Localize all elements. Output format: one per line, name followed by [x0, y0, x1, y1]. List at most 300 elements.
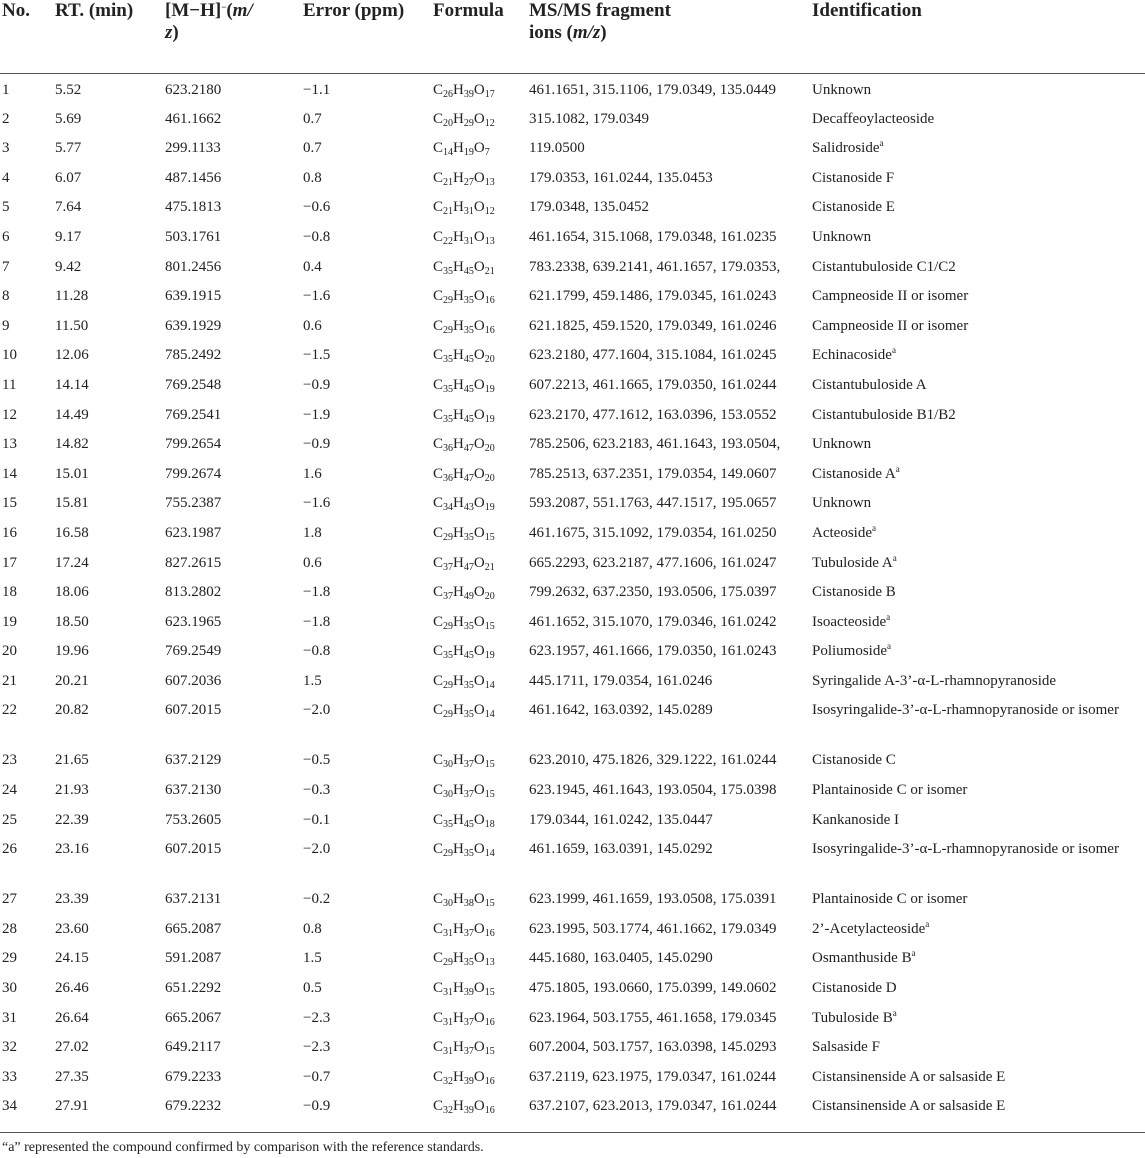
- cell-rt: 12.06: [55, 347, 89, 364]
- formula-count: 37: [463, 759, 474, 771]
- formula-element: H: [453, 752, 464, 769]
- formula-count: 12: [484, 206, 495, 218]
- formula-element: C: [433, 110, 444, 127]
- formula-element: H: [453, 980, 464, 997]
- cell-mass: 607.2015: [165, 841, 222, 858]
- reference-standard-mark: a: [925, 918, 930, 929]
- cell-error: −1.6: [303, 495, 331, 512]
- cell-rt: 11.28: [55, 288, 89, 305]
- cell-fragments: 623.1957, 461.1666, 179.0350, 161.0243: [529, 643, 777, 660]
- compound-name: Cistansinenside A or salsaside E: [812, 1068, 1006, 1085]
- reference-standard-mark: a: [892, 552, 897, 563]
- formula-element: O: [473, 643, 485, 660]
- formula-count: 29: [443, 295, 454, 307]
- cell-formula: [431, 458, 527, 488]
- cell-rt: 7.64: [55, 199, 82, 216]
- formula-count: 19: [463, 147, 474, 159]
- cell-formula: [431, 804, 527, 834]
- cell-fragments: 475.1805, 193.0660, 175.0399, 149.0602: [529, 980, 777, 997]
- formula-count: 35: [463, 709, 474, 721]
- cell-rt: 15.81: [55, 495, 89, 512]
- cell-mass: 813.2802: [165, 584, 222, 601]
- formula-count: 47: [463, 443, 474, 455]
- cell-formula: [431, 310, 527, 340]
- cell-mass: 755.2387: [165, 495, 222, 512]
- formula-element: O: [473, 1039, 485, 1056]
- cell-error: −0.6: [303, 199, 331, 216]
- cell-no: 26: [2, 841, 17, 858]
- formula-element: H: [453, 317, 464, 334]
- formula-count: 35: [443, 354, 454, 366]
- cell-formula: [431, 339, 527, 369]
- cell-no: 15: [2, 495, 17, 512]
- cell-rt: 14.49: [55, 406, 89, 423]
- formula-element: C: [433, 950, 444, 967]
- formula-count: 47: [463, 472, 474, 484]
- cell-rt: 5.52: [55, 81, 82, 98]
- cell-identification: [810, 744, 1145, 774]
- formula-element: H: [453, 1068, 464, 1085]
- col-header-rt: RT. (min): [55, 0, 134, 21]
- cell-rt: 19.96: [55, 643, 89, 660]
- formula-element: O: [473, 524, 485, 541]
- cell-no: 6: [2, 228, 10, 245]
- formula-element: O: [473, 584, 485, 601]
- cell-identification: [810, 191, 1145, 221]
- formula-count: 35: [463, 957, 474, 969]
- cell-fragments: 315.1082, 179.0349: [529, 110, 649, 127]
- cell-identification: [810, 1061, 1145, 1091]
- compound-name: Cistanoside C: [812, 752, 896, 769]
- cell-identification: [810, 635, 1145, 665]
- formula-element: O: [473, 950, 485, 967]
- formula-element: H: [453, 110, 464, 127]
- table-row: [0, 833, 1145, 883]
- cell-rt: 11.50: [55, 317, 89, 334]
- cell-formula: [431, 221, 527, 251]
- formula-element: H: [453, 702, 464, 719]
- formula-element: C: [433, 228, 444, 245]
- formula-element: H: [453, 81, 464, 98]
- compound-name: Cistantubuloside C1/C2: [812, 258, 956, 275]
- cell-error: 0.7: [303, 110, 322, 127]
- cell-mass: 637.2129: [165, 752, 222, 769]
- formula-count: 45: [463, 383, 474, 395]
- cell-formula: [431, 103, 527, 133]
- cell-error: 0.6: [303, 554, 322, 571]
- formula-element: H: [453, 613, 464, 630]
- cell-fragments: 461.1642, 163.0392, 145.0289: [529, 702, 713, 719]
- cell-error: −1.6: [303, 288, 331, 305]
- compound-name: Unknown: [812, 228, 872, 245]
- formula-element: O: [473, 782, 485, 799]
- cell-identification: [810, 517, 1145, 547]
- formula-count: 21: [443, 176, 454, 188]
- formula-element: O: [473, 465, 485, 482]
- cell-identification: [810, 972, 1145, 1002]
- formula-element: O: [473, 1009, 485, 1026]
- compound-name: Cistanoside B: [812, 584, 896, 601]
- formula-count: 14: [484, 709, 495, 721]
- formula-count: 20: [484, 354, 495, 366]
- cell-error: −0.9: [303, 1098, 331, 1115]
- table-row: [0, 972, 1145, 1002]
- compound-name: Salsaside F: [812, 1039, 880, 1056]
- cell-fragments: 783.2338, 639.2141, 461.1657, 179.0353,: [529, 258, 781, 275]
- cell-error: 1.6: [303, 465, 322, 482]
- formula-count: 29: [443, 709, 454, 721]
- compound-name: Cistansinenside A or salsaside E: [812, 1098, 1006, 1115]
- cell-rt: 9.17: [55, 228, 82, 245]
- formula-element: H: [453, 140, 464, 157]
- cell-rt: 14.14: [55, 376, 89, 393]
- cell-no: 5: [2, 199, 10, 216]
- cell-mass: 799.2654: [165, 436, 222, 453]
- compound-name: Salidroside: [812, 140, 880, 157]
- cell-identification: [810, 606, 1145, 636]
- cell-rt: 17.24: [55, 554, 89, 571]
- reference-standard-mark: a: [892, 1007, 897, 1018]
- formula-element: O: [473, 347, 485, 364]
- cell-identification: [810, 221, 1145, 251]
- cell-error: −0.8: [303, 643, 331, 660]
- table-row: [0, 942, 1145, 972]
- formula-element: O: [473, 613, 485, 630]
- compound-name: Cistanoside E: [812, 199, 895, 216]
- formula-element: O: [473, 110, 485, 127]
- cell-formula: [431, 191, 527, 221]
- cell-error: −1.1: [303, 81, 331, 98]
- formula-count: 13: [484, 235, 495, 247]
- formula-element: C: [433, 891, 444, 908]
- cell-no: 25: [2, 811, 17, 828]
- formula-count: 20: [484, 591, 495, 603]
- cell-mass: 665.2067: [165, 1009, 222, 1026]
- formula-element: H: [453, 1039, 464, 1056]
- cell-mass: 591.2087: [165, 950, 222, 967]
- table-bottom-rule: [0, 1132, 1145, 1133]
- formula-count: 31: [463, 235, 474, 247]
- formula-count: 31: [463, 206, 474, 218]
- cell-fragments: 623.1995, 503.1774, 461.1662, 179.0349: [529, 920, 777, 937]
- compound-name: Isosyringalide-3’-α-L-rhamnopyranoside or isomer: [812, 702, 1119, 719]
- formula-element: H: [453, 1009, 464, 1026]
- table-row: [0, 458, 1145, 488]
- reference-standard-mark: a: [871, 522, 876, 533]
- formula-count: 35: [463, 848, 474, 860]
- reference-standard-mark: a: [891, 345, 896, 356]
- cell-mass: 461.1662: [165, 110, 222, 127]
- formula-count: 37: [463, 1046, 474, 1058]
- compound-name: Campneoside II or isomer: [812, 317, 969, 334]
- cell-no: 7: [2, 258, 10, 275]
- cell-identification: [810, 547, 1145, 577]
- cell-fragments: 461.1651, 315.1106, 179.0349, 135.0449: [529, 81, 776, 98]
- cell-identification: [810, 665, 1145, 695]
- formula-count: 20: [443, 117, 454, 129]
- formula-element: C: [433, 980, 444, 997]
- cell-rt: 26.46: [55, 980, 89, 997]
- formula-element: O: [473, 554, 485, 571]
- formula-element: C: [433, 1098, 444, 1115]
- formula-element: H: [453, 406, 464, 423]
- cell-fragments: 621.1825, 459.1520, 179.0349, 161.0246: [529, 317, 777, 334]
- formula-count: 16: [484, 324, 495, 336]
- reference-standard-mark: a: [887, 641, 892, 652]
- formula-element: H: [453, 288, 464, 305]
- cell-fragments: 179.0353, 161.0244, 135.0453: [529, 169, 713, 186]
- cell-formula: [431, 132, 527, 162]
- reference-standard-mark: a: [879, 138, 884, 149]
- cell-mass: 623.1987: [165, 524, 222, 541]
- formula-count: 37: [463, 789, 474, 801]
- cell-fragments: 785.2506, 623.2183, 461.1643, 193.0504,: [529, 436, 781, 453]
- cell-formula: [431, 833, 527, 883]
- cell-no: 9: [2, 317, 10, 334]
- cell-no: 31: [2, 1009, 17, 1026]
- table-row: [0, 369, 1145, 399]
- cell-fragments: 119.0500: [529, 140, 585, 157]
- formula-element: H: [453, 643, 464, 660]
- charge-sup: −: [221, 2, 227, 12]
- compound-name: Tubuloside B: [812, 1009, 893, 1026]
- cell-identification: [810, 369, 1145, 399]
- formula-count: 19: [484, 650, 495, 662]
- cell-fragments: 461.1654, 315.1068, 179.0348, 161.0235: [529, 228, 777, 245]
- formula-element: C: [433, 584, 444, 601]
- formula-count: 31: [443, 987, 454, 999]
- cell-identification: [810, 694, 1145, 744]
- cell-no: 14: [2, 465, 17, 482]
- cell-mass: 679.2233: [165, 1068, 222, 1085]
- formula-count: 26: [443, 88, 454, 100]
- formula-count: 7: [484, 147, 490, 159]
- table-body: [0, 73, 1145, 1120]
- formula-element: H: [453, 228, 464, 245]
- table-row: [0, 1031, 1145, 1061]
- cell-rt: 27.91: [55, 1098, 89, 1115]
- cell-mass: 639.1929: [165, 317, 222, 334]
- formula-count: 19: [484, 502, 495, 514]
- formula-element: C: [433, 258, 444, 275]
- cell-no: 12: [2, 406, 17, 423]
- reference-standard-mark: a: [895, 463, 900, 474]
- cell-mass: 827.2615: [165, 554, 222, 571]
- formula-count: 15: [484, 531, 495, 543]
- cell-formula: [431, 972, 527, 1002]
- cell-formula: [431, 606, 527, 636]
- formula-count: 20: [484, 472, 495, 484]
- table-row: [0, 606, 1145, 636]
- cell-fragments: 637.2107, 623.2013, 179.0347, 161.0244: [529, 1098, 777, 1115]
- cell-fragments: 461.1675, 315.1092, 179.0354, 161.0250: [529, 524, 777, 541]
- cell-formula: [431, 1002, 527, 1032]
- cell-mass: 651.2292: [165, 980, 222, 997]
- cell-identification: [810, 487, 1145, 517]
- formula-count: 35: [463, 620, 474, 632]
- cell-rt: 21.65: [55, 752, 89, 769]
- cell-error: −1.9: [303, 406, 331, 423]
- col-header-formula: Formula: [433, 0, 504, 21]
- formula-count: 35: [443, 265, 454, 277]
- formula-element: C: [433, 199, 444, 216]
- formula-count: 37: [443, 591, 454, 603]
- formula-count: 29: [463, 117, 474, 129]
- cell-rt: 5.77: [55, 140, 82, 157]
- cell-fragments: 623.2010, 475.1826, 329.1222, 161.0244: [529, 752, 777, 769]
- formula-element: H: [453, 584, 464, 601]
- compound-name: Kankanoside I: [812, 811, 900, 828]
- cell-identification: [810, 251, 1145, 281]
- compound-name: Echinacoside: [812, 347, 892, 364]
- cell-mass: 299.1133: [165, 140, 221, 157]
- formula-count: 19: [484, 413, 495, 425]
- table-row: [0, 221, 1145, 251]
- cell-mass: 649.2117: [165, 1039, 221, 1056]
- formula-element: O: [473, 841, 485, 858]
- formula-count: 14: [484, 848, 495, 860]
- formula-count: 16: [484, 1105, 495, 1117]
- cell-error: 0.5: [303, 980, 322, 997]
- formula-count: 35: [443, 413, 454, 425]
- cell-rt: 18.50: [55, 613, 89, 630]
- formula-element: H: [453, 920, 464, 937]
- formula-count: 35: [463, 295, 474, 307]
- cell-fragments: 623.1999, 461.1659, 193.0508, 175.0391: [529, 891, 777, 908]
- formula-count: 15: [484, 1046, 495, 1058]
- header-row: [0, 0, 1145, 73]
- formula-element: O: [473, 891, 485, 908]
- formula-count: 15: [484, 759, 495, 771]
- cell-error: −2.3: [303, 1009, 331, 1026]
- formula-element: O: [473, 1068, 485, 1085]
- compound-name: Cistantubuloside B1/B2: [812, 406, 956, 423]
- cell-formula: [431, 694, 527, 744]
- table-row: [0, 428, 1145, 458]
- formula-count: 14: [484, 679, 495, 691]
- formula-element: O: [473, 1098, 485, 1115]
- cell-no: 1: [2, 81, 10, 98]
- compound-name: Tubuloside A: [812, 554, 893, 571]
- cell-mass: 623.2180: [165, 81, 222, 98]
- formula-count: 35: [463, 531, 474, 543]
- formula-count: 18: [484, 818, 495, 830]
- cell-fragments: 623.1945, 461.1643, 193.0504, 175.0398: [529, 782, 777, 799]
- cell-fragments: 637.2119, 623.1975, 179.0347, 161.0244: [529, 1068, 776, 1085]
- cell-mass: 769.2549: [165, 643, 222, 660]
- formula-count: 13: [484, 957, 495, 969]
- formula-count: 38: [463, 898, 474, 910]
- formula-element: O: [473, 811, 485, 828]
- cell-rt: 24.15: [55, 950, 89, 967]
- cell-rt: 6.07: [55, 169, 82, 186]
- cell-mass: 639.1915: [165, 288, 222, 305]
- formula-count: 35: [463, 324, 474, 336]
- cell-rt: 20.21: [55, 672, 89, 689]
- formula-element: C: [433, 554, 444, 571]
- table-row: [0, 251, 1145, 281]
- cell-formula: [431, 635, 527, 665]
- cell-fragments: 623.1964, 503.1755, 461.1658, 179.0345: [529, 1009, 777, 1026]
- table-row: [0, 132, 1145, 162]
- cell-error: −0.1: [303, 811, 331, 828]
- cell-mass: 665.2087: [165, 920, 222, 937]
- table-row: [0, 1090, 1145, 1120]
- formula-count: 45: [463, 818, 474, 830]
- cell-identification: [810, 103, 1145, 133]
- col-header-identification: Identification: [812, 0, 922, 21]
- cell-error: −0.8: [303, 228, 331, 245]
- cell-rt: 5.69: [55, 110, 82, 127]
- formula-element: C: [433, 140, 444, 157]
- cell-rt: 22.39: [55, 811, 89, 828]
- cell-error: −0.7: [303, 1068, 331, 1085]
- cell-rt: 23.39: [55, 891, 89, 908]
- col-header-no: No.: [2, 0, 30, 21]
- cell-no: 24: [2, 782, 17, 799]
- cell-formula: [431, 883, 527, 913]
- formula-count: 15: [484, 898, 495, 910]
- formula-element: O: [473, 752, 485, 769]
- formula-count: 30: [443, 789, 454, 801]
- compound-name: Unknown: [812, 81, 872, 98]
- footnote: “a” represented the compound confirmed by comparison with the reference standards.: [2, 1140, 484, 1155]
- cell-fragments: 785.2513, 637.2351, 179.0354, 149.0607: [529, 465, 777, 482]
- cell-no: 22: [2, 702, 17, 719]
- formula-element: O: [473, 702, 485, 719]
- formula-element: C: [433, 1039, 444, 1056]
- formula-element: O: [473, 317, 485, 334]
- formula-element: H: [453, 465, 464, 482]
- cell-mass: 769.2541: [165, 406, 222, 423]
- cell-mass: 637.2131: [165, 891, 222, 908]
- formula-count: 35: [443, 818, 454, 830]
- formula-count: 30: [443, 759, 454, 771]
- table-row: [0, 103, 1145, 133]
- formula-element: C: [433, 920, 444, 937]
- formula-count: 22: [443, 235, 454, 247]
- formula-element: H: [453, 782, 464, 799]
- cell-error: 0.4: [303, 258, 322, 275]
- compound-name: Cistanoside F: [812, 169, 895, 186]
- cell-no: 8: [2, 288, 10, 305]
- compound-name: Acteoside: [812, 524, 872, 541]
- cell-no: 16: [2, 524, 17, 541]
- formula-count: 32: [443, 1075, 454, 1087]
- cell-rt: 27.02: [55, 1039, 89, 1056]
- table-row: [0, 162, 1145, 192]
- cell-error: −2.3: [303, 1039, 331, 1056]
- table-row: [0, 517, 1145, 547]
- formula-count: 29: [443, 957, 454, 969]
- formula-count: 16: [484, 295, 495, 307]
- compound-name: Isoacteoside: [812, 613, 887, 630]
- table-row: [0, 694, 1145, 744]
- cell-identification: [810, 339, 1145, 369]
- cell-identification: [810, 913, 1145, 943]
- cell-fragments: 799.2632, 637.2350, 193.0506, 175.0397: [529, 584, 777, 601]
- cell-no: 20: [2, 643, 17, 660]
- formula-element: C: [433, 524, 444, 541]
- cell-identification: [810, 132, 1145, 162]
- cell-fragments: 607.2213, 461.1665, 179.0350, 161.0244: [529, 376, 777, 393]
- formula-element: H: [453, 891, 464, 908]
- formula-element: O: [473, 81, 485, 98]
- table-row: [0, 399, 1145, 429]
- formula-element: C: [433, 347, 444, 364]
- compound-name: 2’-Acetylacteoside: [812, 920, 926, 937]
- formula-count: 29: [443, 324, 454, 336]
